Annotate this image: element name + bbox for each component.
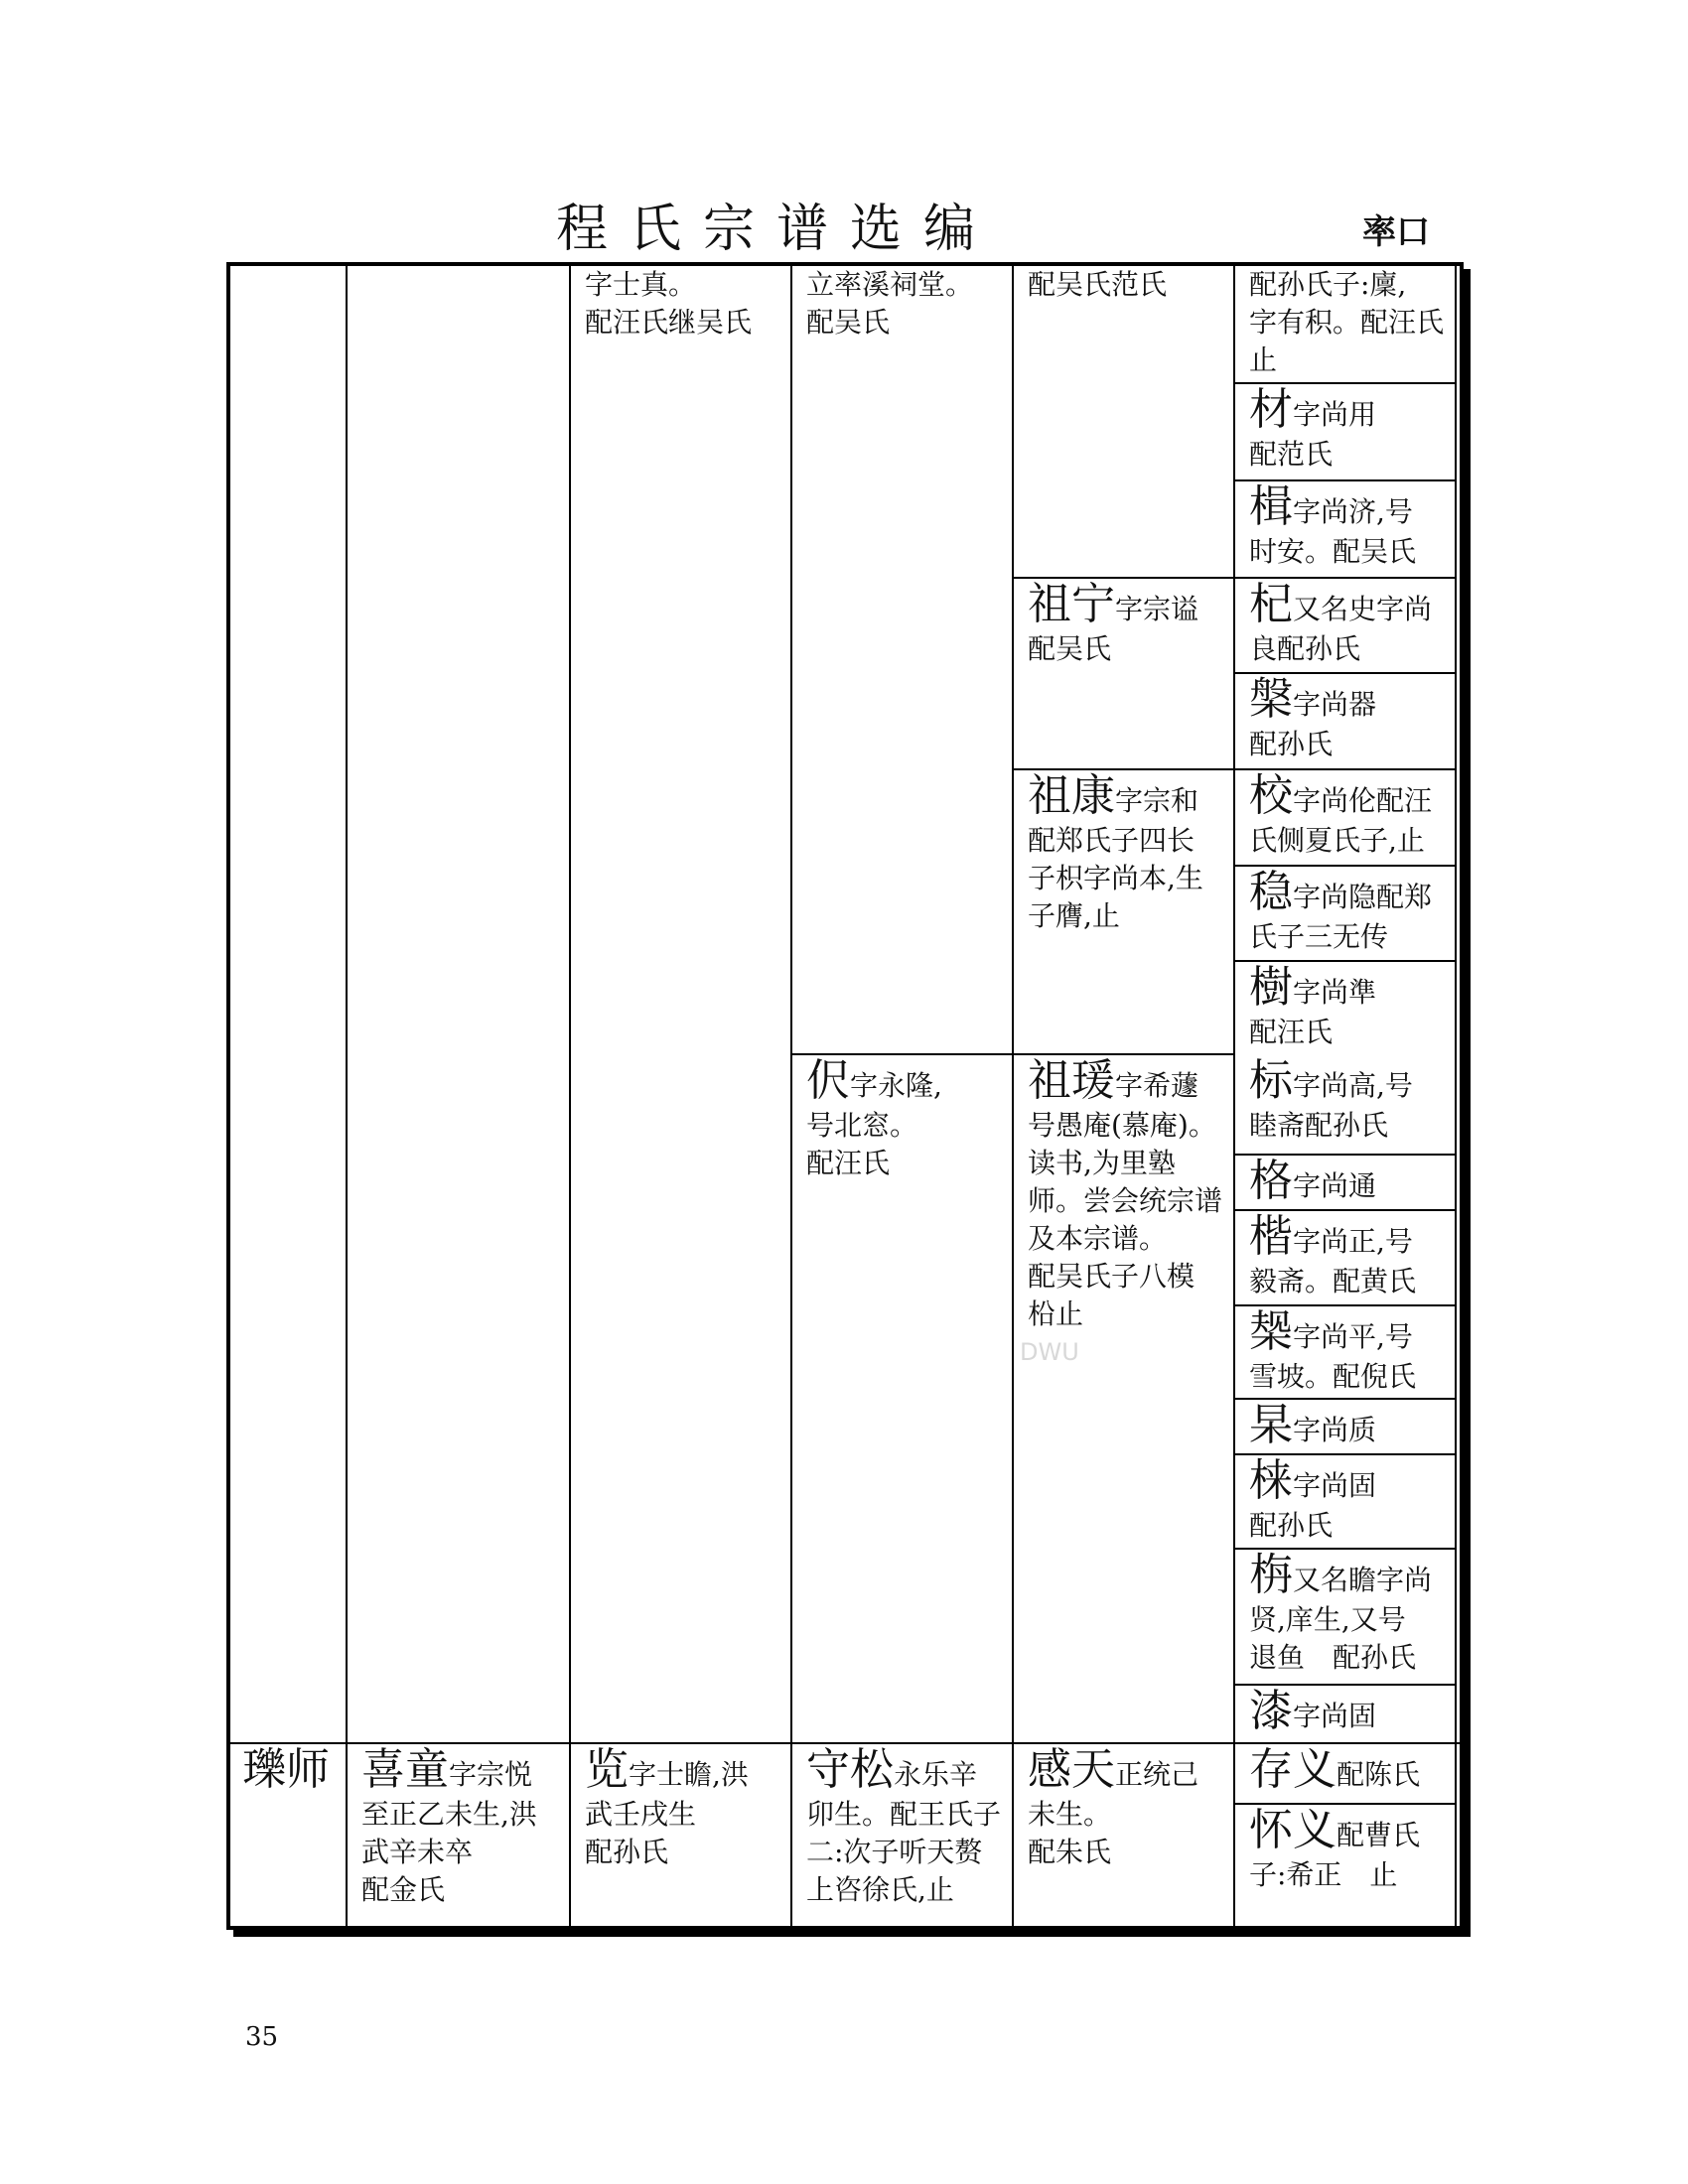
entry-c4-top <box>792 266 1012 375</box>
person-name: 椝 <box>1249 1306 1293 1357</box>
entry-line: 氏侧夏氏子,止 <box>1249 824 1425 857</box>
entry-c6-r14 <box>1235 1455 1455 1548</box>
entry-line: 子枳字尚本,生 <box>1028 862 1203 894</box>
entry-line: 配吴氏 <box>1028 632 1112 665</box>
entry-line: 睦斋配孙氏 <box>1249 1109 1389 1142</box>
person-note: 字宗和 <box>1115 784 1199 817</box>
person-note: 字尚隐配郑 <box>1293 881 1433 913</box>
entry-line: 子膺,止 <box>1028 899 1120 932</box>
entry-line: 配吴氏范氏 <box>1028 268 1168 301</box>
person-note: 字希蘧 <box>1115 1069 1199 1102</box>
entry-line: 雪坡。配倪氏 <box>1249 1360 1417 1393</box>
entry-line: 配朱氏 <box>1028 1836 1112 1868</box>
entry-c5-top <box>1014 266 1233 375</box>
person-note: 字尚质 <box>1293 1414 1377 1446</box>
entry-line: 子:希正 止 <box>1249 1858 1398 1891</box>
entry-line: 配汪氏继吴氏 <box>585 306 753 339</box>
person-note: 字尚伦配汪 <box>1293 784 1433 817</box>
entry-c6-r12 <box>1235 1306 1455 1398</box>
genealogy-table <box>226 262 1464 1930</box>
entry-c4-bottom <box>792 1744 1012 1926</box>
entry-line: 配金氏 <box>361 1873 446 1906</box>
person-note: 字宗谥 <box>1115 593 1199 625</box>
entry-line: 立率溪祠堂。 <box>806 268 974 301</box>
entry-line: 时安。配吴氏 <box>1249 535 1417 568</box>
person-note: 字尚通 <box>1293 1169 1377 1202</box>
person-name: 槃 <box>1249 674 1293 725</box>
person-name: 祖宁 <box>1028 579 1115 629</box>
entry-c6-r11 <box>1235 1211 1455 1304</box>
person-note: 字尚用 <box>1293 398 1377 431</box>
person-note: 永乐辛 <box>894 1758 978 1791</box>
entry-line: 配孙氏 <box>1249 1509 1334 1542</box>
entry-c6-r10 <box>1235 1156 1455 1209</box>
entry-c6-r4 <box>1235 579 1455 672</box>
entry-c3-top <box>571 266 790 375</box>
person-name: 漆 <box>1249 1686 1293 1736</box>
person-note: 字尚济,号 <box>1293 495 1413 528</box>
entry-c6-r3 <box>1235 481 1455 577</box>
entry-c6-r1 <box>1235 266 1455 382</box>
entry-line: 号北窓。 <box>806 1109 918 1142</box>
entry-c6-r8 <box>1235 962 1455 1053</box>
entry-c6-r5 <box>1235 674 1455 768</box>
entry-c6-r13 <box>1235 1400 1455 1453</box>
person-name: 楷 <box>1249 1211 1293 1262</box>
person-note: 字尚固 <box>1293 1700 1377 1732</box>
entry-line: 号愚庵(慕庵)。 <box>1028 1109 1216 1142</box>
entry-c6-r9 <box>1235 1055 1455 1154</box>
person-name: 怀义 <box>1249 1805 1336 1855</box>
person-note: 配陈氏 <box>1336 1758 1421 1791</box>
entry-c6-r7 <box>1235 867 1455 960</box>
person-name: 祖瑗 <box>1028 1055 1115 1106</box>
person-name: 杲 <box>1249 1400 1293 1450</box>
person-name: 材 <box>1249 384 1293 435</box>
person-name: 稳 <box>1249 867 1293 917</box>
entry-line: 配吴氏子八模 <box>1028 1260 1196 1293</box>
entry-line: 配孙氏 <box>585 1836 669 1868</box>
entry-line: 配孙氏 <box>1249 728 1334 760</box>
person-name: 栴 <box>1249 1550 1293 1600</box>
entry-c6-r2 <box>1235 384 1455 479</box>
entry-c3-bottom <box>571 1744 790 1926</box>
col-divider <box>1455 266 1457 1926</box>
person-name: 守松 <box>806 1744 894 1795</box>
entry-c6-r18 <box>1235 1805 1455 1926</box>
person-note: 配曹氏 <box>1336 1819 1421 1851</box>
person-name: 杞 <box>1249 579 1293 629</box>
person-note: 正统己 <box>1115 1758 1199 1791</box>
entry-line: 氏子三无传 <box>1249 920 1389 953</box>
entry-line: 配汪氏 <box>806 1147 891 1179</box>
person-name: 校 <box>1249 770 1293 821</box>
entry-line: 柗止 <box>1028 1297 1084 1330</box>
page-title: 程氏宗谱选编 <box>556 200 998 259</box>
person-note: 又名瞻字尚 <box>1293 1564 1433 1596</box>
entry-line: 武辛未卒 <box>361 1836 474 1868</box>
entry-zukang <box>1014 770 1233 1053</box>
entry-line: 读书,为里塾 <box>1028 1147 1176 1179</box>
person-name: 樹 <box>1249 962 1293 1013</box>
person-note: 字尚固 <box>1293 1469 1377 1502</box>
entry-c6-r6 <box>1235 770 1455 865</box>
entry-line: 良配孙氏 <box>1249 632 1361 665</box>
person-name: 楫 <box>1249 481 1293 532</box>
entry-line: 毅斋。配黄氏 <box>1249 1265 1417 1297</box>
person-note: 字尚高,号 <box>1293 1069 1413 1102</box>
entry-line: 配汪氏 <box>1249 1016 1334 1048</box>
entry-line: 及本宗谱。 <box>1028 1222 1168 1255</box>
watermark: DWU <box>1020 1338 1079 1366</box>
person-name: 标 <box>1249 1055 1293 1106</box>
entry-c1-bottom <box>230 1744 346 1926</box>
entry-line: 武壬戌生 <box>585 1798 697 1831</box>
person-note: 字尚準 <box>1293 976 1377 1009</box>
entry-c6-r16 <box>1235 1686 1455 1742</box>
person-note: 字宗悦 <box>449 1758 533 1791</box>
entry-c2-bottom <box>348 1744 569 1926</box>
entry-line: 至正乙未生,洪 <box>361 1798 537 1831</box>
entry-c6-r17 <box>1235 1744 1455 1803</box>
person-note: 又名史字尚 <box>1293 593 1433 625</box>
entry-line: 上咨徐氏,止 <box>806 1873 954 1906</box>
entry-c4-mid <box>792 1055 1012 1742</box>
entry-line: 止 <box>1249 343 1278 376</box>
person-note: 字士瞻,洪 <box>629 1758 749 1791</box>
person-note: 字尚器 <box>1293 688 1377 721</box>
village-name: 率口 <box>1362 212 1430 252</box>
entry-zuning <box>1014 579 1233 768</box>
person-note: 字尚平,号 <box>1293 1320 1413 1353</box>
person-note: 字永隆, <box>850 1069 942 1102</box>
person-name: 格 <box>1249 1156 1293 1206</box>
entry-line: 配郑氏子四长 <box>1028 824 1196 857</box>
entry-zuyuan <box>1014 1055 1233 1742</box>
col-divider <box>569 266 571 1926</box>
person-name: 梾 <box>1249 1455 1293 1506</box>
person-note: 字尚正,号 <box>1293 1225 1413 1258</box>
entry-line: 贤,庠生,又号 <box>1249 1603 1406 1636</box>
entry-line: 二:次子听天赘 <box>806 1836 983 1868</box>
person-name: 伬 <box>806 1055 850 1106</box>
person-name: 感天 <box>1028 1744 1115 1795</box>
entry-line: 配孙氏子:廩, <box>1249 268 1407 301</box>
entry-line: 字士真。 <box>585 268 697 301</box>
entry-line: 配吴氏 <box>806 306 891 339</box>
entry-line: 字有积。配汪氏 <box>1249 306 1445 339</box>
person-name: 览 <box>585 1744 629 1795</box>
entry-line: 师。尝会统宗谱 <box>1028 1184 1223 1217</box>
page-number: 35 <box>245 2022 279 2052</box>
entry-line: 配范氏 <box>1249 438 1334 471</box>
entry-line: 退鱼 配孙氏 <box>1249 1641 1417 1674</box>
entry-c5-bottom <box>1014 1744 1233 1926</box>
person-name: 喜童 <box>361 1744 449 1795</box>
entry-line: 卯生。配王氏子 <box>806 1798 1002 1831</box>
col-divider <box>346 266 348 1926</box>
person-name: 存义 <box>1249 1744 1336 1795</box>
person-name: 祖康 <box>1028 770 1115 821</box>
entry-c6-r15 <box>1235 1550 1455 1684</box>
entry-line: 未生。 <box>1028 1798 1112 1831</box>
person-name: 瓅师 <box>242 1744 330 1795</box>
